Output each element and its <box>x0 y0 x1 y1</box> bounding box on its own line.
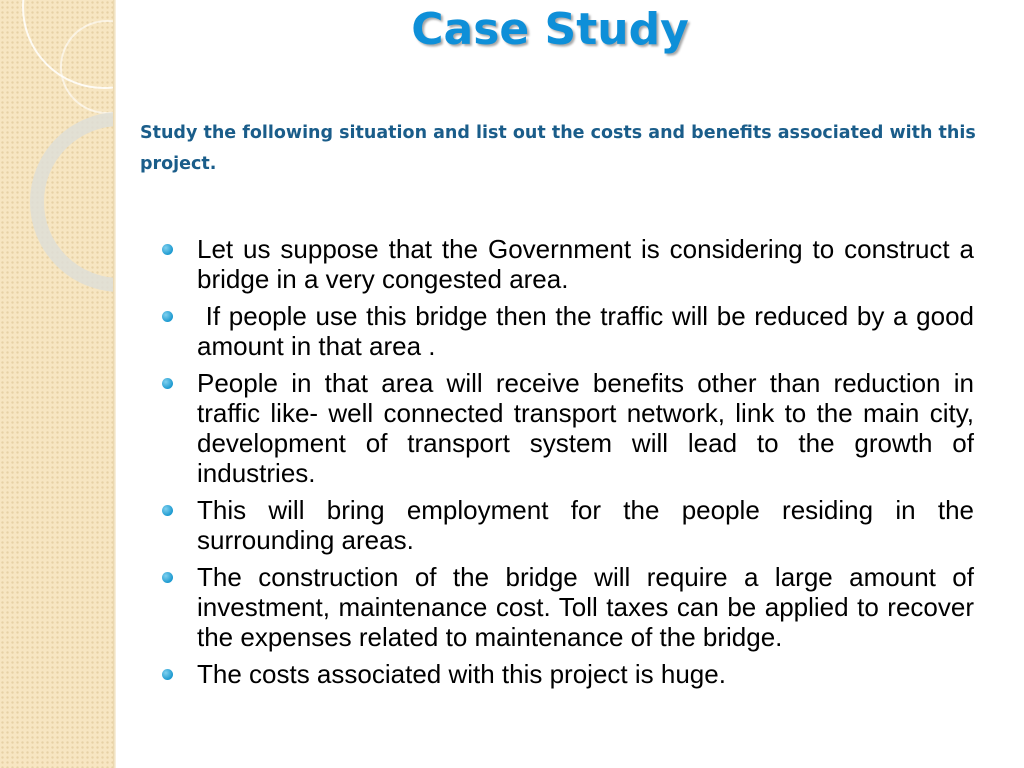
bullet-text: The costs associated with this project is huge. <box>197 659 726 689</box>
bullet-item <box>162 562 974 652</box>
bullet-text: Let us suppose that the Government is considering to construct a bridge in a very congested area. <box>197 234 974 294</box>
bullet-text: The construction of the bridge will require a large amount of investment, maintenance cost. Toll taxes can be applied to recover the expenses related to maintenance of the bridge. <box>197 562 974 652</box>
bullet-text: If people use this bridge then the traffic will be reduced by a good amount in that area . <box>197 301 982 361</box>
bullet-item <box>162 659 974 689</box>
bullet-item <box>162 234 974 294</box>
bullet-icon <box>162 378 173 389</box>
bullet-icon <box>162 505 173 516</box>
decorative-side-panel <box>0 0 113 768</box>
bullet-icon <box>162 669 173 680</box>
bullet-icon <box>162 244 173 255</box>
bullet-list <box>162 234 982 696</box>
bullet-text: People in that area will receive benefits other than reduction in traffic like- well connected transport network, link to the main city, development of transport system will lead to the growth of industries. <box>197 368 974 488</box>
bullet-text: This will bring employment for the people residing in the surrounding areas. <box>197 495 974 555</box>
bullet-item <box>162 368 974 488</box>
decorative-ring <box>30 112 113 292</box>
slide-title: Case Study <box>411 4 689 55</box>
bullet-item <box>162 495 974 555</box>
bullet-icon <box>162 311 173 322</box>
panel-edge <box>113 0 116 768</box>
slide-subtitle: Study the following situation and list out the costs and benefits associated with this project. <box>140 123 976 174</box>
bullet-item <box>162 301 982 361</box>
bullet-icon <box>162 572 173 583</box>
